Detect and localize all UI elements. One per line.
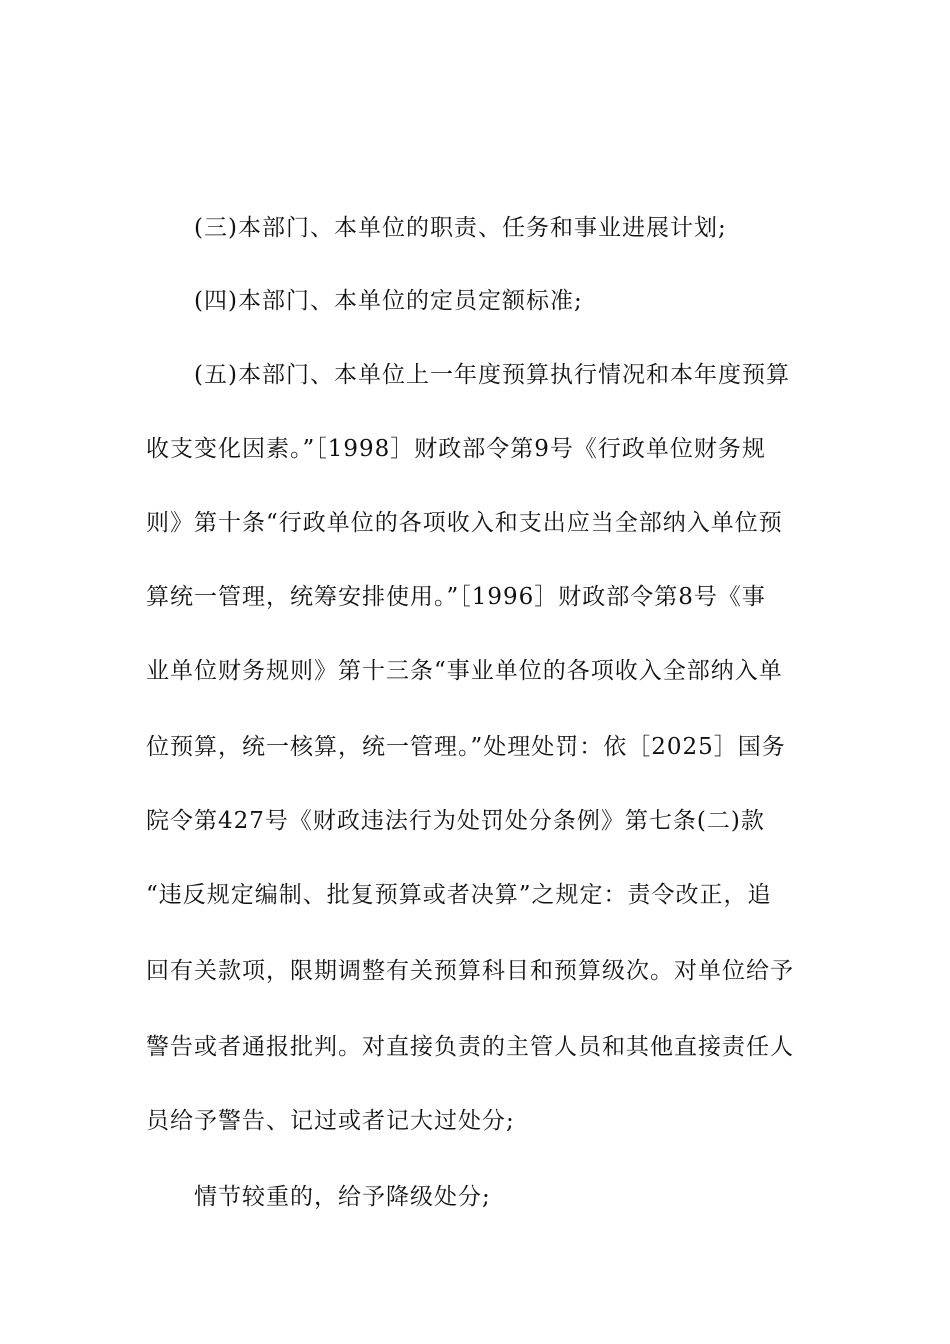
paragraph-line-5: 则》第十条“行政单位的各项收入和支出应当全部纳入单位预 (146, 510, 783, 536)
paragraph-line-13: 员给予警告、记过或者记大过处分; (146, 1108, 515, 1134)
paragraph-line-2: (四)本部门、本单位的定员定额标准; (194, 288, 583, 314)
paragraph-line-6: 算统一管理，统筹安排使用。”［1996］财政部令第8号《事 (146, 584, 766, 610)
paragraph-line-14: 情节较重的，给予降级处分; (194, 1184, 491, 1210)
paragraph-line-1: (三)本部门、本单位的职责、任务和事业进展计划; (194, 215, 727, 241)
paragraph-line-8: 位预算，统一核算，统一管理。”处理处罚：依［2025］国务 (146, 734, 786, 760)
paragraph-line-9: 院令第427号《财政违法行为处罚处分条例》第七条(二)款 (146, 808, 765, 834)
paragraph-line-7: 业单位财务规则》第十三条“事业单位的各项收入全部纳入单 (146, 658, 783, 684)
paragraph-line-10: “违反规定编制、批复预算或者决算”之规定：责令改正，追 (146, 882, 772, 908)
paragraph-line-4: 收支变化因素。”［1998］财政部令第9号《行政单位财务规 (146, 436, 766, 462)
paragraph-line-11: 回有关款项，限期调整有关预算科目和预算级次。对单位给予 (146, 958, 794, 984)
paragraph-line-3: (五)本部门、本单位上一年度预算执行情况和本年度预算 (194, 362, 790, 388)
paragraph-line-12: 警告或者通报批判。对直接负责的主管人员和其他直接责任人 (146, 1034, 794, 1060)
